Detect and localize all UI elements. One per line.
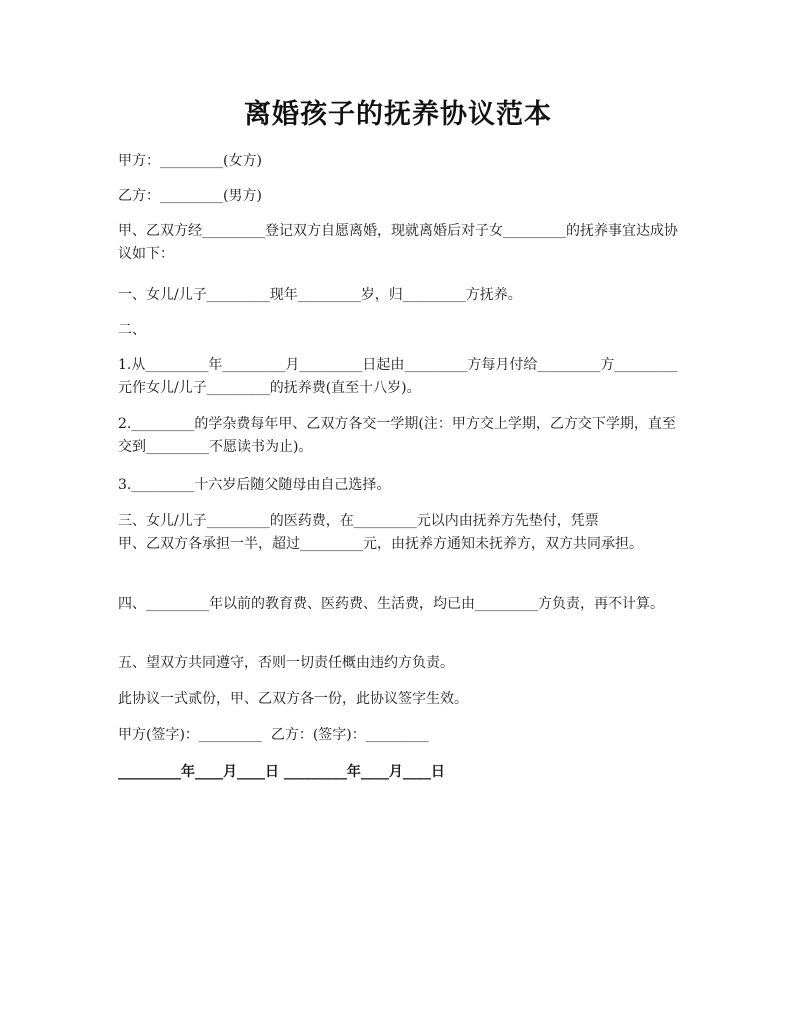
preamble-paragraph: 甲、乙双方经_________登记双方自愿离婚，现就离婚后对子女_________的抚养事宜达成协议如下： bbox=[118, 223, 678, 262]
clause-two-item-1: 1.从_________年_________月_________日起由_________方每月付给_________方_________元作女儿/儿子_________的抚养费(直至十八岁)。 bbox=[118, 357, 678, 396]
clause-one: 一、女儿/儿子_________现年_________岁，归_________方抚养。 bbox=[118, 287, 522, 303]
party-b-line: 乙方：_________(男方) bbox=[118, 188, 262, 204]
document-title: 离婚孩子的抚养协议范本 bbox=[244, 99, 552, 130]
signature-line: 甲方(签字)：_________ 乙方：(签字)：_________ bbox=[118, 727, 429, 743]
clause-two-item-2: 2._________的学杂费每年甲、乙双方各交一学期(注：甲方交上学期，乙方交下学期，直至交到_________不愿读书为止)。 bbox=[118, 416, 676, 455]
clause-two-heading: 二、 bbox=[118, 322, 146, 338]
clause-two-item-3: 3._________十六岁后随父随母由自己选择。 bbox=[118, 477, 391, 493]
clause-three: 三、女儿/儿子_________的医药费，在_________元以内由抚养方先垫付，凭票 甲、乙双方各承担一半，超过_________元，由抚养方通知未抚养方，双方共同承担。 bbox=[118, 513, 643, 552]
clause-four: 四、_________年以前的教育费、医药费、生活费，均已由_________方负责，再不计算。 bbox=[118, 596, 664, 612]
effectiveness-statement: 此协议一式贰份，甲、乙双方各一份，此协议签字生效。 bbox=[118, 691, 468, 707]
date-line: _________年____月____日 _________年____月____日 bbox=[118, 764, 445, 780]
party-a-line: 甲方：_________(女方) bbox=[118, 153, 262, 169]
clause-five: 五、望双方共同遵守，否则一切责任概由违约方负责。 bbox=[118, 655, 454, 671]
